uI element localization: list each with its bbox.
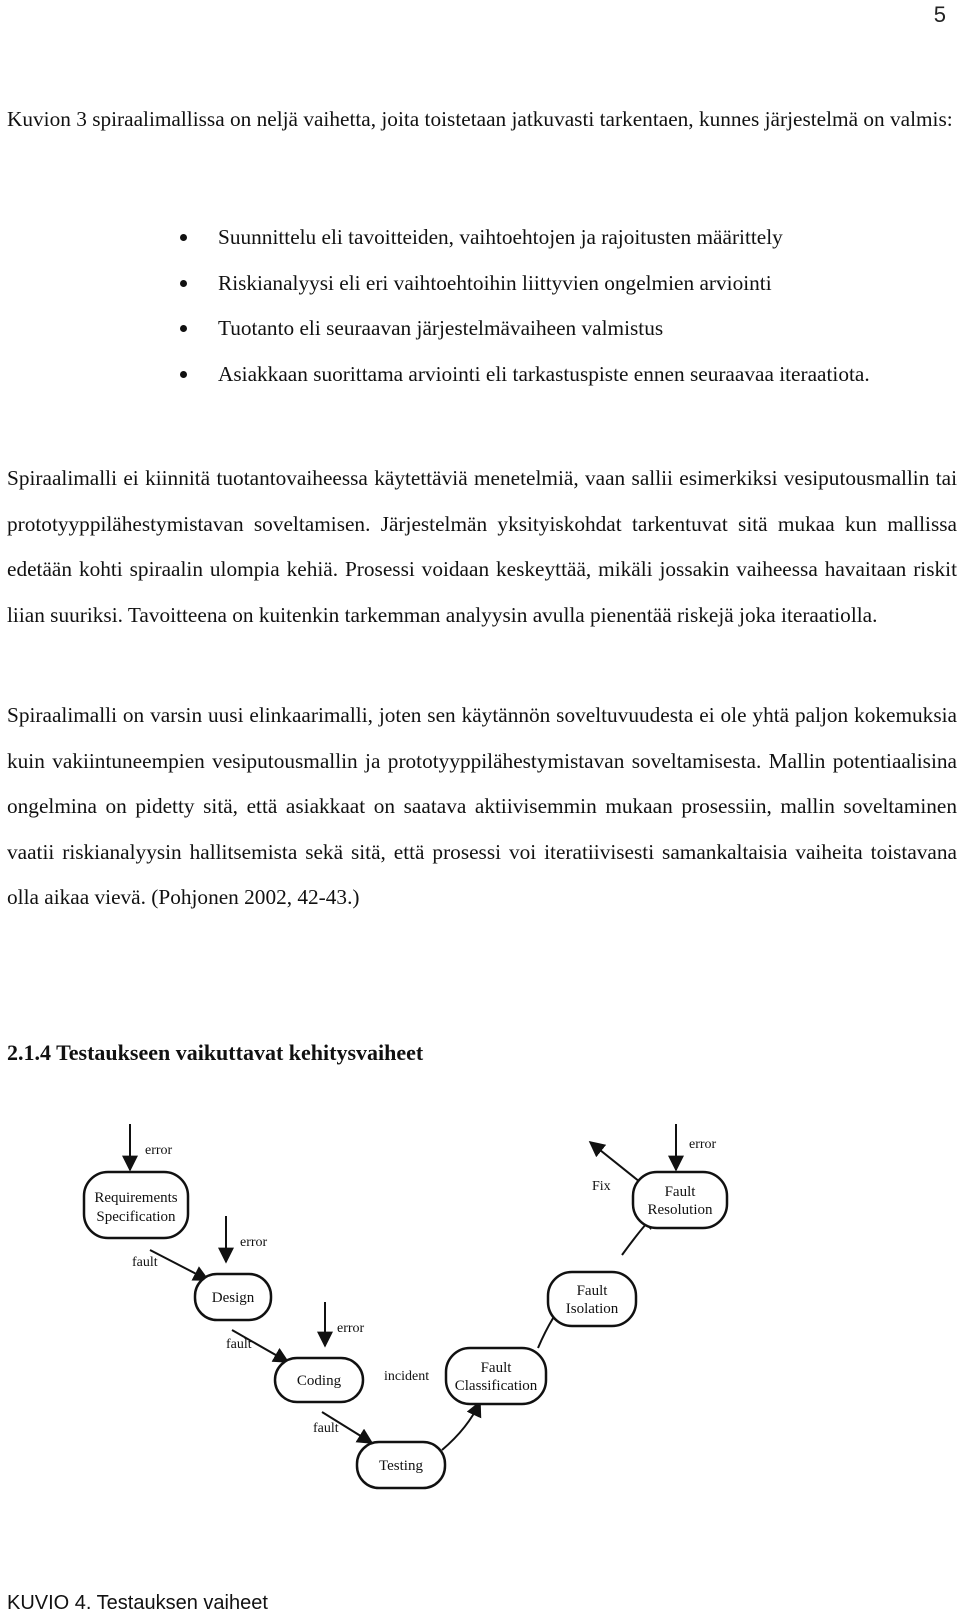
node-fault-resolution-label-1: Fault — [664, 1184, 696, 1200]
list-item: Tuotanto eli seuraavan järjestelmävaiheen valmistus — [180, 306, 958, 352]
label-error-design: error — [240, 1235, 268, 1250]
node-fault-isolation-label-2: Isolation — [565, 1301, 619, 1317]
figure-caption: KUVIO 4. Testauksen vaiheet — [7, 1592, 268, 1614]
node-design-label: Design — [211, 1290, 255, 1306]
paragraph-spiral-methods: Spiraalimalli ei kiinnitä tuotantovaiheessa käytettäviä menetelmiä, vaan sallii esimerkiksi vesiputousmallin tai prototyyppilähestymistavan soveltamisen. Järjestelmän yksityiskohdat tarkentuvat sitä mukaa kun mallissa edetään kohti spiraalin ulompia kehiä. Prosessi voidaan keskeyttää, mikäli jossakin vaiheessa havaitaan riskit liian suuriksi. Tavoitteena on kuitenkin tarkemman analyysin avulla pienentää riskejä joka iteraatiolla. — [7, 466, 957, 627]
label-error-requirements: error — [145, 1143, 173, 1158]
node-fault-classification-label-1: Fault — [480, 1360, 512, 1376]
node-requirements-label-1: Requirements — [94, 1190, 178, 1206]
edge-requirements-design — [150, 1250, 208, 1280]
phase-list — [180, 215, 958, 397]
label-fault-3: fault — [313, 1421, 339, 1436]
edge-testing-classification — [442, 1402, 480, 1450]
section-heading: 2.1.4 Testaukseen vaikuttavat kehitysvaiheet — [7, 1040, 424, 1065]
list-item: Riskianalyysi eli eri vaihtoehtoihin liittyvien ongelmien arviointi — [180, 261, 958, 307]
node-testing-label: Testing — [379, 1458, 423, 1474]
label-fault-2: fault — [226, 1337, 252, 1352]
label-fix: Fix — [592, 1179, 611, 1194]
paragraph-spiral-experience: Spiraalimalli on varsin uusi elinkaarimalli, joten sen käytännön soveltuvuudesta ei ole yhtä paljon kokemuksia kuin vakiintuneempien vesiputousmallin ja prototyyppilähestymistavan soveltamisesta. Mallin potentiaalisina ongelmina on pidetty sitä, että asiakkaat on saatava aktiivisemmin mukaan prosessiin, mallin soveltaminen vaatii riskianalyysin hallitsemista sekä sitä, että prosessi voi iteratiivisesti samankaltaisia vaiheita toistavana olla aikaa vievä. (Pohjonen 2002, 42-43.) — [7, 703, 957, 909]
page-number: 5 — [933, 2, 946, 27]
node-fault-classification — [446, 1348, 546, 1404]
node-requirements-label-2: Specification — [96, 1209, 176, 1225]
node-fault-resolution — [633, 1172, 727, 1228]
node-fault-resolution-label-2: Resolution — [647, 1202, 713, 1218]
node-fault-classification-label-2: Classification — [454, 1378, 538, 1394]
edge-resolution-fix — [590, 1142, 640, 1182]
label-incident: incident — [384, 1369, 430, 1384]
node-fault-isolation-label-1: Fault — [576, 1283, 608, 1299]
node-fault-isolation — [548, 1272, 636, 1326]
intro-paragraph: Kuvion 3 spiraalimallissa on neljä vaihetta, joita toistetaan jatkuvasti tarkentaen, kunnes järjestelmä on valmis: — [7, 107, 953, 131]
list-item: Suunnittelu eli tavoitteiden, vaihtoehtojen ja rajoitusten määrittely — [180, 215, 958, 261]
label-fault-1: fault — [132, 1255, 158, 1270]
list-item: Asiakkaan suorittama arviointi eli tarkastuspiste ennen seuraavaa iteraatiota. — [180, 352, 958, 398]
label-error-coding: error — [337, 1321, 365, 1336]
label-error-resolution: error — [689, 1137, 717, 1152]
node-coding-label: Coding — [296, 1373, 342, 1389]
testing-phases-diagram — [0, 1110, 960, 1590]
